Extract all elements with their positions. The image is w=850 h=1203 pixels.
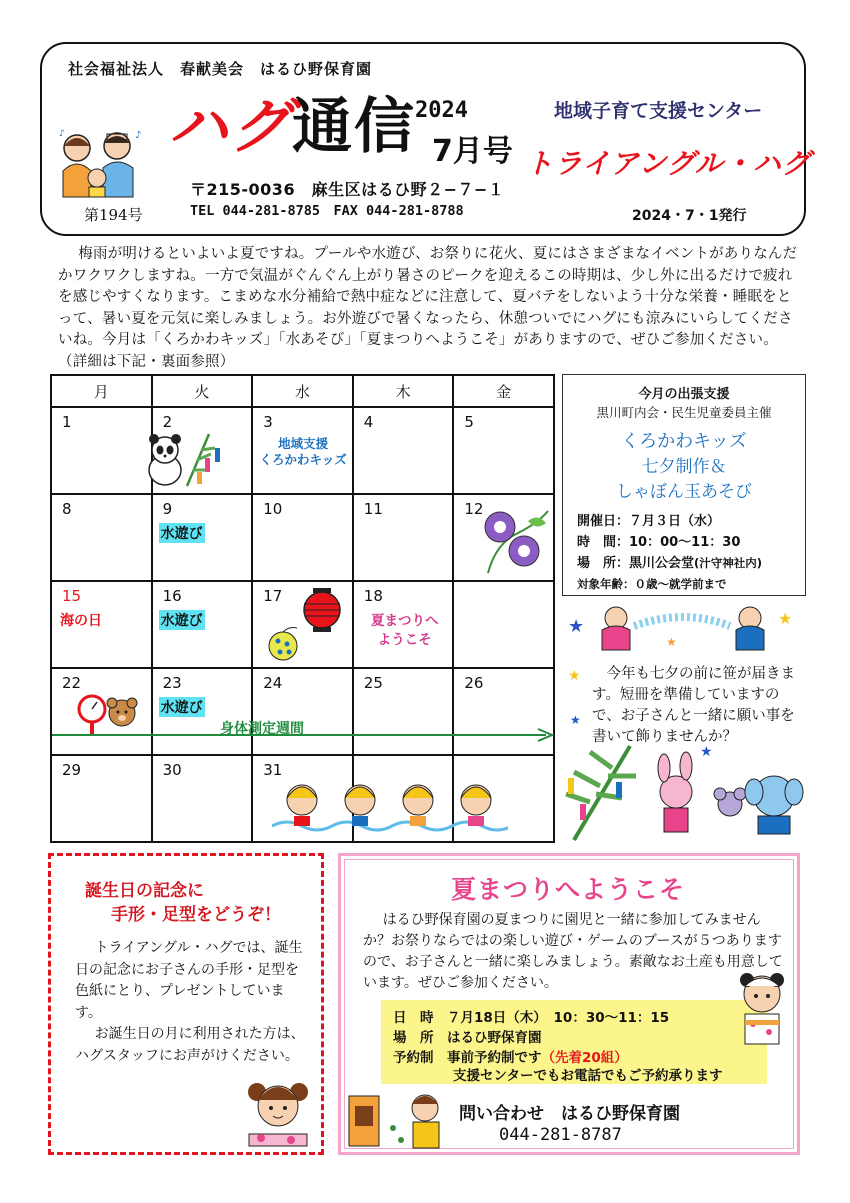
svg-text:★: ★ — [666, 635, 677, 649]
support-center-name: 地域子育て支援センター — [554, 100, 763, 122]
day-number: 25 — [363, 674, 383, 692]
publish-date: 2024・7・1発行 — [632, 208, 747, 224]
outreach-date: 開催日：７月３日（水） — [577, 514, 721, 529]
event-marine-day: 海の日 — [60, 613, 102, 629]
calendar-day — [453, 494, 554, 581]
triangle-hug-name: トライアングル・ハグ — [525, 147, 811, 180]
intro-paragraph: 梅雨が明けるといよいよ夏ですね。プールや水遊び、お祭りに花火、夏にはさまざまなイベントがありなんだかワクワクしますね。一方で気温がぐんぐん上がり暑さのピークを迎えるこの時期は、少し外に出るだけで疲れを感じやすくなります。こまめな水分補給で熱中症などに注意して、夏バテをしないよう十分な栄養・睡眠をとって、暑い夏を元気に楽しみましょう。お外遊びで暑くなったら、休憩ついでにハグにも涼みにいらしてくださいね。今月は「くろかわキッズ」「水あそび」「夏まつりへようこそ」がありますので、ぜひご参加ください。（詳細は下記・裏面参照） — [58, 246, 798, 370]
calendar-day — [353, 407, 454, 494]
summer-festival-box — [338, 853, 800, 1155]
day-number: 18 — [363, 587, 383, 605]
festival-reservation-line2: 支援センターでもお電話でもご予約承ります — [453, 1068, 723, 1084]
issue-number: 第194号 — [84, 206, 143, 224]
calendar-day — [252, 494, 353, 581]
swimming-kids-icon — [272, 778, 508, 838]
day-number: 31 — [263, 761, 283, 779]
weekday-thu: 木 — [353, 375, 454, 407]
birthday-title-line1: 誕生日の記念に — [85, 881, 204, 901]
calendar-day — [453, 407, 554, 494]
day-number: 24 — [263, 674, 283, 692]
panda-tanabata-icon — [139, 430, 235, 488]
star-decoration-icon — [566, 660, 590, 730]
svg-text:♪: ♪ — [59, 129, 65, 139]
outreach-heading: 今月の出張支援 — [638, 387, 730, 402]
birthday-title-line2: 手形・足型をどうぞ！ — [111, 905, 281, 925]
title-tsushin: 通信 — [292, 92, 416, 162]
day-number: 9 — [162, 500, 173, 518]
calendar-day — [152, 407, 253, 494]
outreach-support-box — [562, 374, 806, 596]
outreach-details — [577, 511, 762, 595]
festival-body: はるひ野保育園の夏まつりに園児と一緒に参加してみませんか？お祭りならではの楽しい遊び・ゲームのブースが５つありますので、お子さんと一緒に楽しみましょう。素敵なお土産も用意しています。ぜひご参加ください。 — [363, 912, 783, 991]
day-number: 10 — [263, 500, 283, 518]
measurement-week-label: 身体測定週間 — [220, 721, 304, 737]
day-number: 8 — [62, 500, 72, 518]
event-summer-festival: 夏まつりへ ようこそ — [371, 613, 439, 648]
day-number: 1 — [62, 413, 72, 431]
festival-reservation: 予約制 事前予約制です — [393, 1050, 542, 1066]
day-number: 2 — [162, 413, 173, 431]
outreach-activity-line2: しゃぼん玉あそび — [616, 482, 752, 502]
festival-title: 夏まつりへようこそ — [451, 875, 686, 904]
festival-details — [381, 1000, 767, 1084]
outreach-activity — [563, 455, 805, 505]
calendar-day — [51, 494, 152, 581]
day-number: 22 — [62, 674, 82, 692]
tanabata-couple-icon — [566, 602, 800, 654]
event-water-play: 水遊び — [159, 697, 205, 717]
day-number: 15 — [62, 587, 82, 605]
svg-text:★: ★ — [568, 616, 585, 637]
bamboo-animals-icon — [560, 742, 806, 842]
day-number: 4 — [363, 413, 374, 431]
outreach-place-row — [577, 553, 762, 574]
svg-text:★: ★ — [778, 609, 793, 628]
calendar-week — [51, 581, 554, 668]
calendar-week — [51, 407, 554, 494]
outreach-place: 場 所：黒川公会堂 — [577, 556, 695, 571]
festival-place: 場 所 はるひ野保育園 — [393, 1030, 542, 1046]
day-number: 26 — [464, 674, 484, 692]
calendar-day — [152, 755, 253, 842]
outreach-target: 対象年齢：０歳〜就学前まで — [577, 577, 727, 591]
calendar-day — [152, 581, 253, 668]
birthday-box — [48, 853, 324, 1155]
event-water-play: 水遊び — [159, 610, 205, 630]
family-illustration-icon — [55, 126, 150, 201]
festival-contact — [459, 1104, 680, 1146]
calendar-day — [51, 755, 152, 842]
weekday-mon: 月 — [51, 375, 152, 407]
festival-game-icon — [345, 1088, 455, 1152]
festival-reservation-note: （先着20組） — [541, 1050, 628, 1066]
calendar-day — [252, 407, 353, 494]
lantern-and-yoyo-icon — [265, 586, 351, 666]
morning-glory-icon — [478, 505, 550, 577]
festival-contact-label: 問い合わせ はるひ野保育園 — [459, 1104, 680, 1124]
festival-date: 日 時 ７月18日（木） 10：30〜11：15 — [393, 1010, 670, 1026]
panda-yukata-icon — [727, 968, 797, 1048]
svg-text:♪: ♪ — [135, 130, 142, 141]
calendar-day — [353, 494, 454, 581]
tel-fax: TEL 044-281-8785 FAX 044-281-8788 — [190, 203, 464, 219]
festival-contact-tel: 044-281-8787 — [499, 1125, 622, 1145]
birthday-body — [75, 938, 311, 1067]
weekday-fri: 金 — [453, 375, 554, 407]
issue-year: 2024 — [415, 98, 468, 123]
day-number: 29 — [62, 761, 82, 779]
day-number: 16 — [162, 587, 182, 605]
outreach-place-note: (汁守神社内) — [694, 556, 763, 570]
festival-reservation-row — [393, 1046, 628, 1066]
outreach-program-name: くろかわキッズ — [621, 431, 747, 452]
title-hug: ハグ — [168, 92, 292, 162]
child-handprint-icon — [241, 1078, 315, 1148]
weekday-tue: 火 — [152, 375, 253, 407]
calendar-day — [453, 581, 554, 668]
day-number: 17 — [263, 587, 283, 605]
calendar-week — [51, 494, 554, 581]
outreach-activity-line1: 七夕制作＆ — [641, 457, 727, 477]
svg-text:★: ★ — [568, 668, 581, 684]
organization-name: 社会福祉法人 春献美会 はるひ野保育園 — [68, 60, 373, 78]
calendar-day — [51, 407, 152, 494]
calendar-day — [51, 581, 152, 668]
calendar-table — [50, 374, 555, 843]
outreach-sponsor: 黒川町内会・民生児童委員主催 — [596, 405, 772, 420]
event-kurokawa-kids: 地域支援 くろかわキッズ — [259, 436, 347, 467]
svg-text:★: ★ — [570, 713, 581, 727]
calendar-header-row — [51, 375, 554, 407]
newsletter-title — [168, 92, 416, 162]
outreach-time: 時 間：10：00〜11：30 — [577, 535, 741, 550]
birthday-para1: トライアングル・ハグでは、誕生日の記念にお子さんの手形・足型を色紙にとり、プレゼントしています。 — [75, 940, 303, 1021]
weekday-wed: 水 — [252, 375, 353, 407]
tanabata-notice: 今年も七夕の前に笹が届きます。短冊を準備していますので、お子さんと一緒に願い事を書いて飾りませんか？ — [592, 666, 795, 745]
day-number: 30 — [162, 761, 182, 779]
day-number: 12 — [464, 500, 484, 518]
day-number: 5 — [464, 413, 474, 431]
calendar-day — [252, 581, 353, 668]
event-water-play: 水遊び — [159, 523, 205, 543]
address: 〒215-0036 麻生区はるひ野２−７−１ — [190, 180, 505, 199]
day-number: 11 — [363, 500, 383, 518]
day-number: 3 — [263, 413, 273, 431]
measurement-week-arrow-icon — [52, 728, 554, 742]
calendar-day — [152, 494, 253, 581]
issue-month: 7月号 — [432, 134, 513, 169]
svg-text:★: ★ — [700, 744, 713, 760]
calendar-day — [353, 581, 454, 668]
birthday-para2: お誕生日の月に利用された方は、ハグスタッフにお声がけください。 — [75, 1026, 305, 1064]
day-number: 23 — [162, 674, 182, 692]
